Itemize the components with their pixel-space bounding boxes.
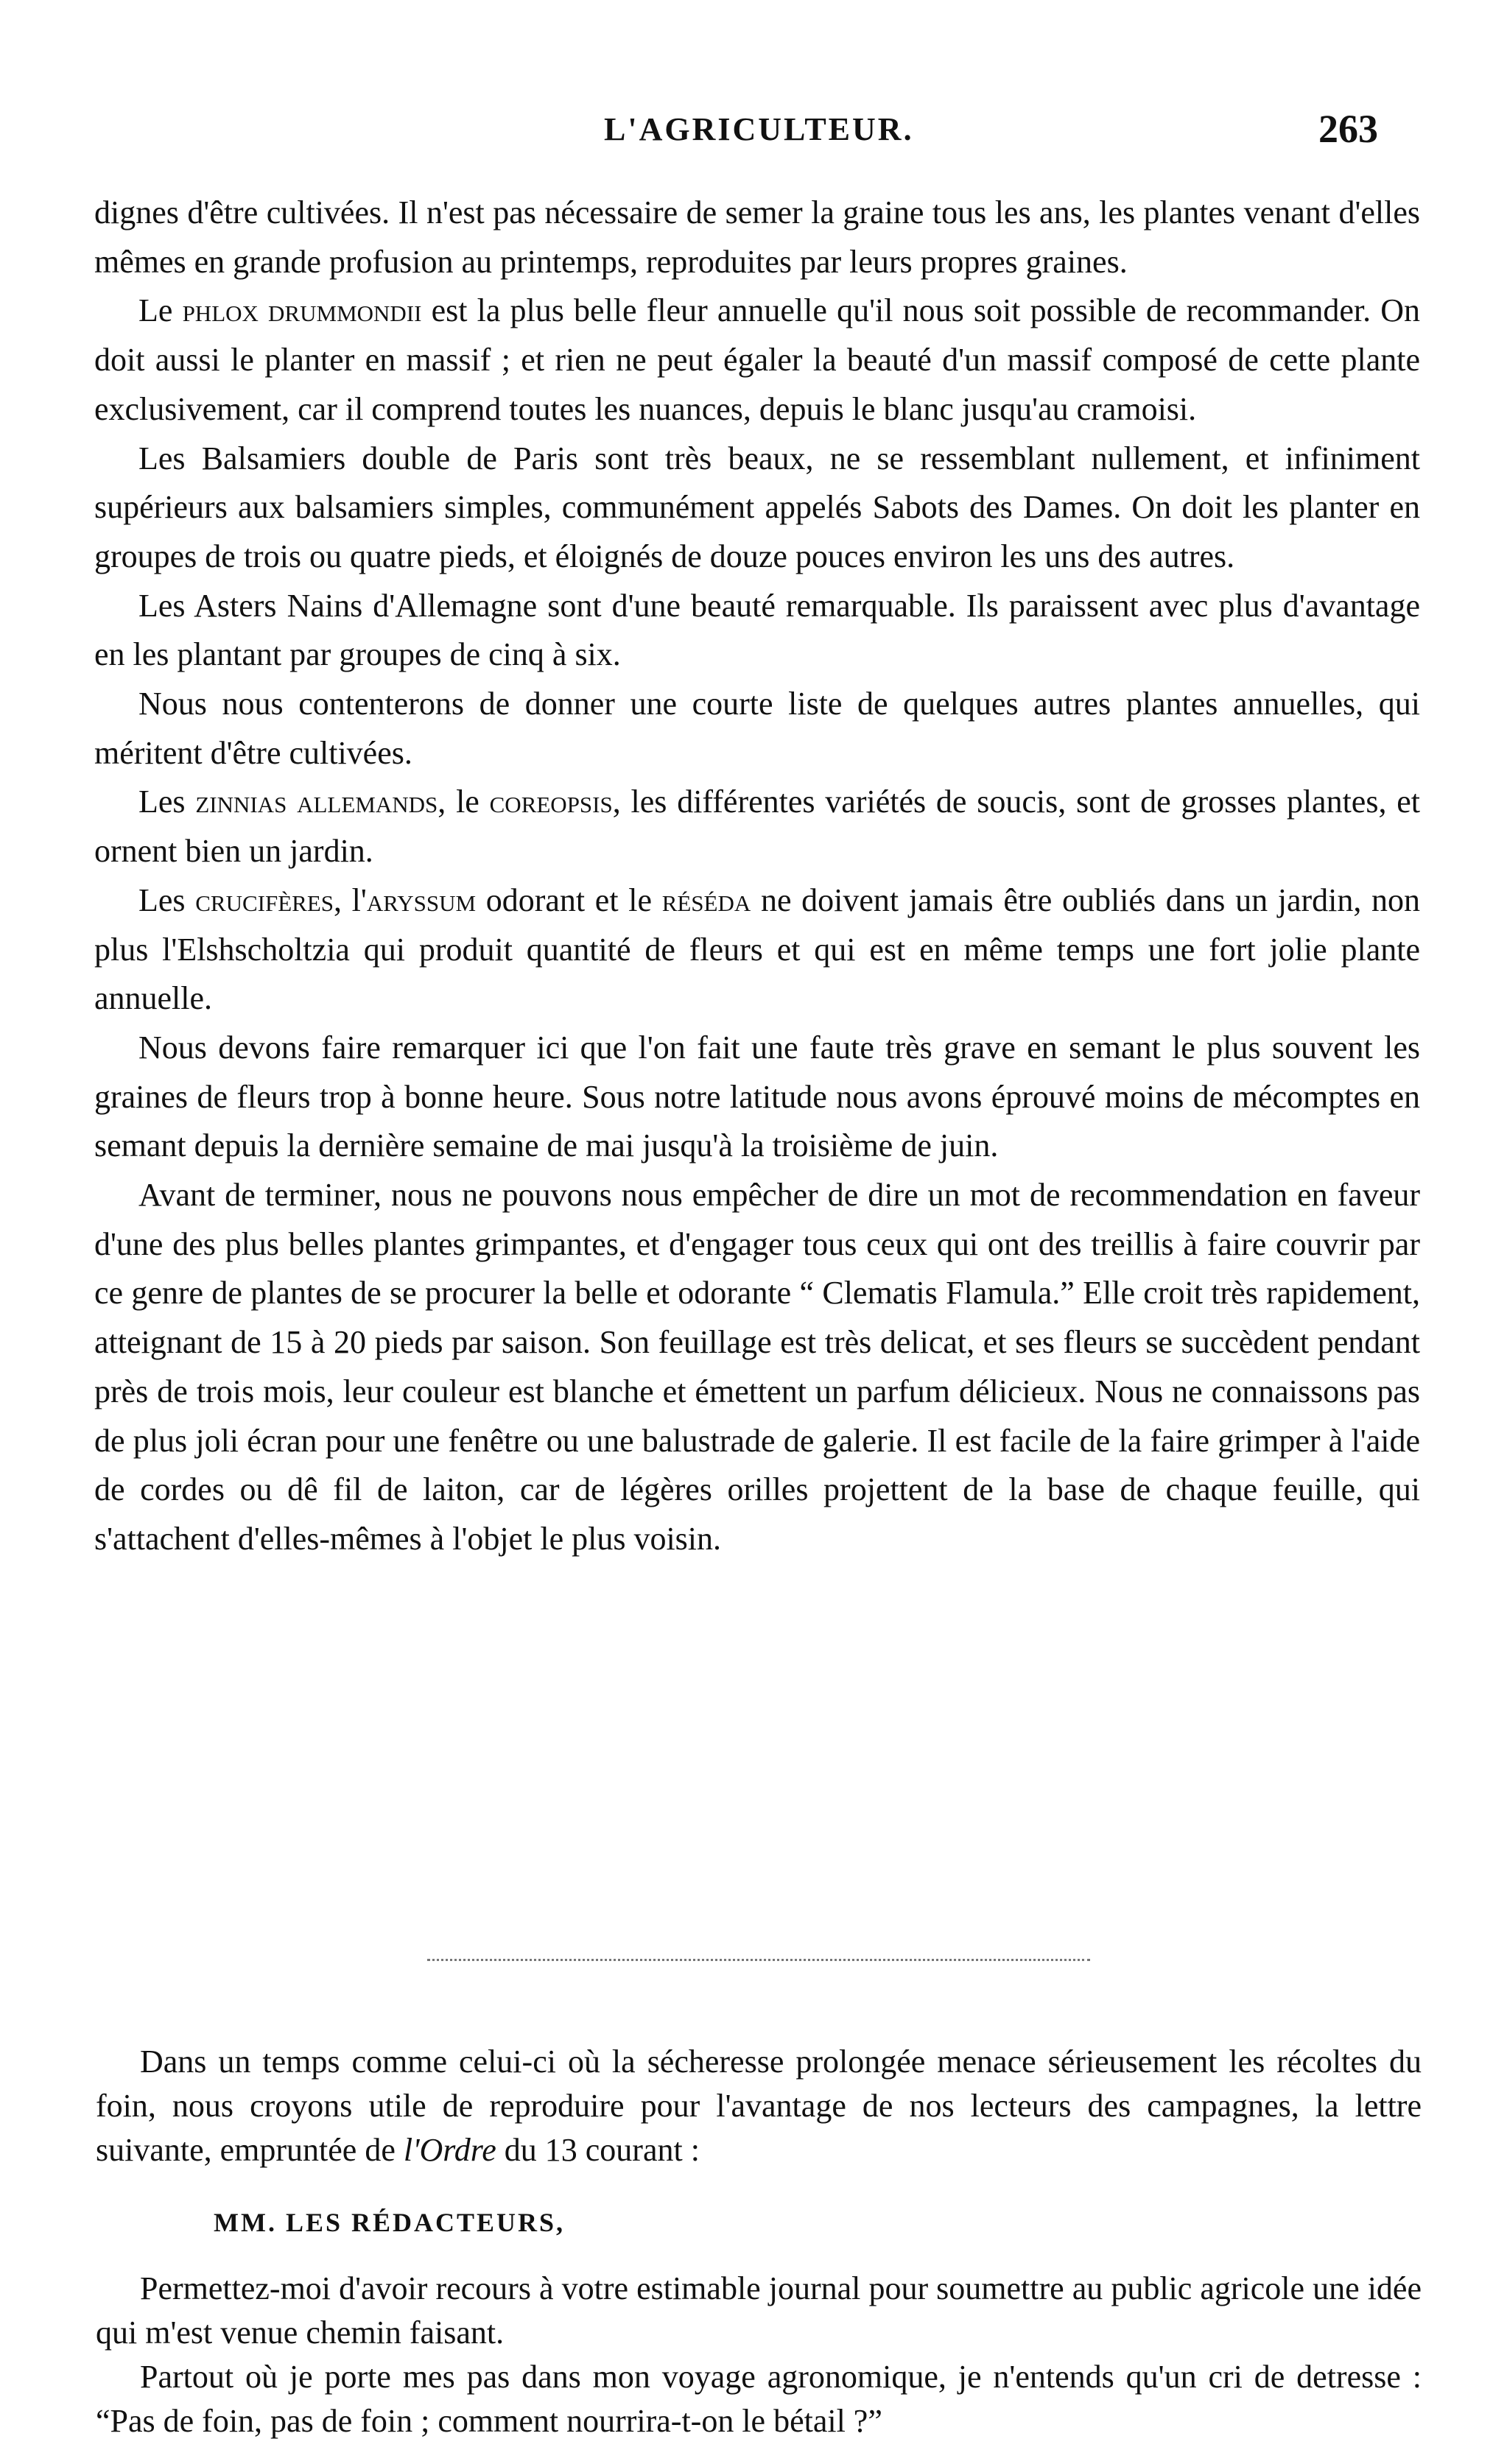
section-separator [427,1959,1090,1961]
letter-paragraph: Permettez-moi d'avoir recours à votre estimable journal pour soumettre au public agricole une idée qui m'est venue chemin faisant. [96,2270,1422,2351]
paragraph-mid: odorant et le [485,881,652,918]
letter-section [96,2040,1422,2443]
plant-name-zinnias: zinnias allemands [195,784,438,820]
paragraph-cruciferes [94,876,1420,1024]
page-number: 263 [1318,107,1378,151]
letter-source: l'Ordre [403,2132,496,2168]
paragraph-rest: ne doivent jamais être oubliés dans un jardin, non plus l'Elshscholtzia qui produit quantité de fleurs et qui est en même temps une fort jolie plante annuelle. [94,881,1421,1017]
plant-name-cruciferes: crucifères [195,881,334,918]
paragraph-lead: Les [138,881,186,918]
paragraph-phlox [94,286,1420,434]
running-header [0,107,1493,162]
running-title: L'AGRICULTEUR. [604,111,914,147]
plant-name-phlox: phlox drummondii [182,292,422,329]
plant-name-aryssum: aryssum [366,881,477,918]
paragraph-zinnias [94,778,1420,876]
paragraph-clematis: Avant de terminer, nous ne pouvons nous empêcher de dire un mot de recommendation en faveur d'une des plus belles plantes grimpantes, et d'engager tous ceux qui ont des treillis à faire couvrir par ce genre de plantes de se procurer la belle et odorante “ Clematis Flamula.” Elle croit très rapidement, atteignant de 15 à 20 pieds par saison. Son feuillage est très delicat, et ses fleurs se succèdent pendant près de trois mois, leur couleur est blanche et émettent un parfum délicieux. Nous ne connaissons pas de plus joli écran pour une fenêtre ou une balustrade de galerie. Il est facile de la faire grimper à l'aide de cordes ou dê fil de laiton, car de légères orilles projettent de la base de chaque feuille, qui s'attachent d'elles-mêmes à l'objet le plus voisin. [94,1177,1420,1557]
letter-paragraph: Partout où je porte mes pas dans mon voyage agronomique, je n'entends qu'un cri de detresse : “Pas de foin, pas de foin ; comment nourrira-t-on le bétail ?” [96,2359,1422,2439]
paragraph-semis: Nous devons faire remarquer ici que l'on fait une faute très grave en semant le plus souvent les graines de fleurs trop à bonne heure. Sous notre latitude nous avons éprouvé moins de mécomptes en semant depuis la dernière semaine de mai jusqu'à la troisième de juin. [94,1029,1420,1164]
paragraph-lead: Les [138,784,186,820]
paragraph-rest: est la plus belle fleur annuelle qu'il nous soit possible de recommander. On doit aussi le planter en massif ; et rien ne peut égaler la beauté d'un massif composé de cette plante exclusivement, car il comprend toutes les nuances, depuis le blanc jusqu'au cramoisi. [94,292,1420,427]
paragraph-asters: Les Asters Nains d'Allemagne sont d'une beauté remarquable. Ils paraissent avec plus d'avantage en les plantant par groupes de cinq à six. [94,587,1420,673]
letter-intro-date: du 13 courant : [504,2132,700,2168]
paragraph-rest: , les différentes variétés de soucis, sont de grosses plantes, et ornent bien un jardin. [94,784,1421,870]
paragraph-continuation: dignes d'être cultivées. Il n'est pas nécessaire de semer la graine tous les ans, les plantes venant d'elles mêmes en grande profusion au printemps, reproduites par leurs propres graines. [94,194,1420,280]
letter-intro-text: Dans un temps comme celui-ci où la sécheresse prolongée menace sérieusement les récoltes du foin, nous croyons utile de reproduire pour l'avantage de nos lecteurs des campagnes, la lettre suivante, empruntée de [96,2044,1422,2168]
letter-intro [96,2040,1422,2172]
letter-salutation: MM. LES RÉDACTEURS, [214,2208,566,2237]
paragraph-balsamiers: Les Balsamiers double de Paris sont très beaux, ne se ressemblant nullement, et infiniment supérieurs aux balsamiers simples, communément appelés Sabots des Dames. On doit les planter en groupes de trois ou quatre pieds, et éloignés de douze pouces environ les uns des autres. [94,440,1420,574]
paragraph-lead: Le [138,292,173,329]
paragraph-mid: , le [438,784,479,820]
plant-name-reseda: réséda [661,881,751,918]
article-body [94,189,1420,1564]
plant-name-coreopsis: coreopsis [489,784,613,820]
paragraph-liste: Nous nous contenterons de donner une courte liste de quelques autres plantes annuelles, qui méritent d'être cultivées. [94,686,1420,771]
paragraph-mid: , l' [334,881,367,918]
